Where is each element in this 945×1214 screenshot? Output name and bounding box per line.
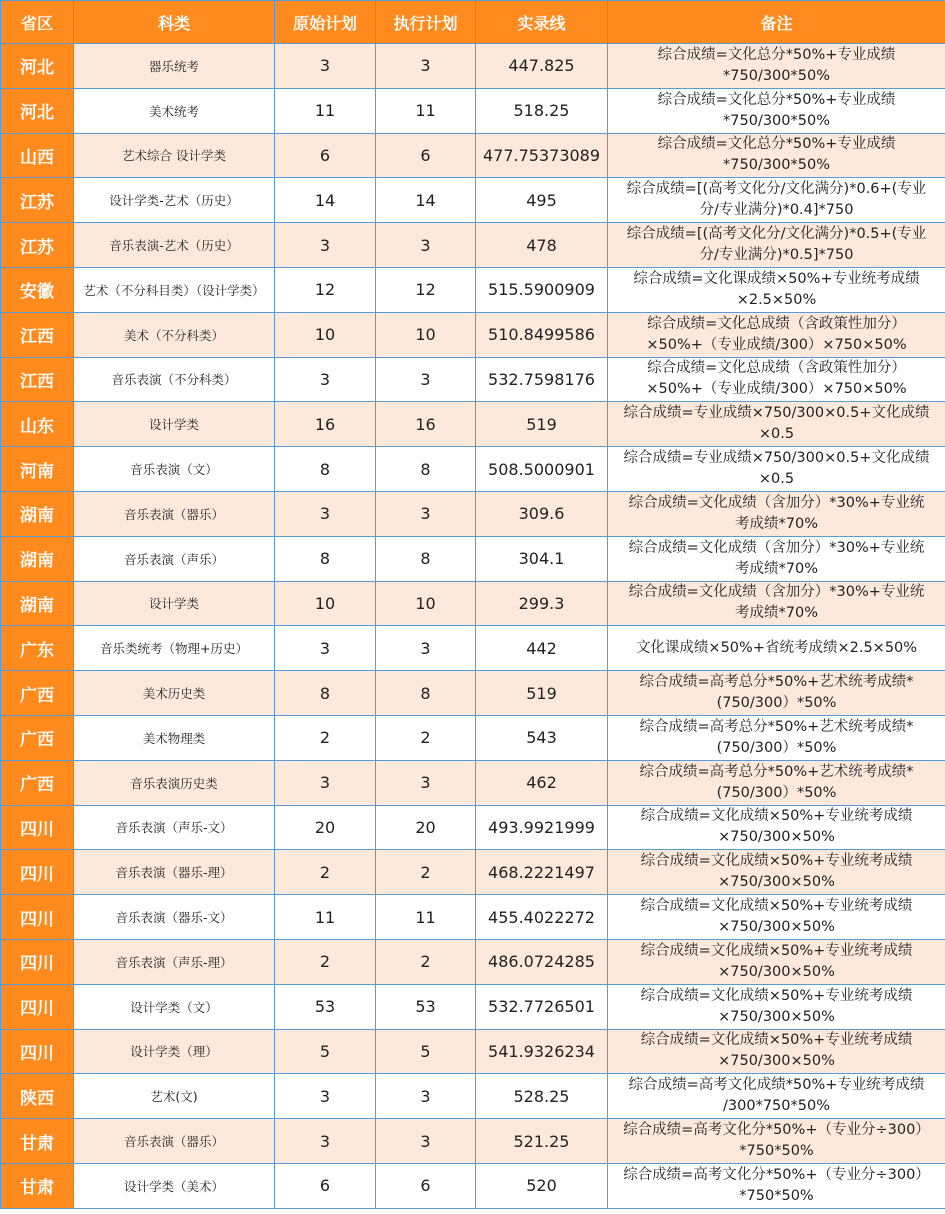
table-row: [1, 671, 945, 716]
table-row: [1, 895, 945, 940]
category-cell: 设计学类（文）: [74, 984, 275, 1029]
cutoff-cell: 477.75373089: [476, 133, 608, 178]
province-cell: 陕西: [1, 1074, 74, 1119]
note-line-2: /300*750*50%: [723, 1098, 830, 1115]
note-line-1: 综合成绩=文化成绩×50%+专业统考成绩: [640, 853, 913, 870]
table-row: [1, 939, 945, 984]
category-cell: 设计学类（美术）: [74, 1163, 275, 1208]
note-cell: [608, 626, 945, 671]
province-cell: 山东: [1, 402, 74, 447]
table-row: [1, 447, 945, 492]
note-line-2: ×0.5: [758, 426, 795, 443]
table-row: [1, 850, 945, 895]
category-cell: 音乐表演（器乐-文）: [74, 895, 275, 940]
note-line-2: 分/专业满分)*0.4]*750: [699, 202, 854, 219]
note-line-1: 文化课成绩×50%+省统考成绩×2.5×50%: [635, 639, 918, 656]
cutoff-cell: 309.6: [476, 491, 608, 536]
original-plan-cell: 8: [275, 447, 376, 492]
note-line-2: ×50%+（专业成绩/300）×750×50%: [646, 381, 907, 398]
cutoff-cell: 442: [476, 626, 608, 671]
original-plan-cell: 3: [275, 357, 376, 402]
note-line-2: (750/300）*50%: [716, 784, 837, 801]
note-line-2: *750/300*50%: [723, 157, 830, 174]
note-line-2: 考成绩*70%: [735, 605, 818, 622]
province-cell: 四川: [1, 939, 74, 984]
cutoff-cell: 532.7598176: [476, 357, 608, 402]
province-cell: 湖南: [1, 491, 74, 536]
note-cell: [608, 1029, 945, 1074]
original-plan-cell: 2: [275, 715, 376, 760]
province-cell: 江苏: [1, 178, 74, 223]
note-line-1: 综合成绩=文化成绩×50%+专业统考成绩: [640, 898, 913, 915]
original-plan-cell: 3: [275, 626, 376, 671]
note-cell: [608, 939, 945, 984]
cutoff-cell: 543: [476, 715, 608, 760]
note-line-2: 分/专业满分)*0.5]*750: [699, 247, 854, 264]
executed-plan-cell: 6: [376, 1163, 476, 1208]
note-line-1: 综合成绩=高考总分*50%+艺术统考成绩*: [639, 763, 914, 780]
table-row: [1, 1163, 945, 1208]
executed-plan-cell: 8: [376, 671, 476, 716]
province-cell: 甘肃: [1, 1119, 74, 1164]
note-line-1: 综合成绩=文化成绩×50%+专业统考成绩: [640, 942, 913, 959]
cutoff-cell: 304.1: [476, 536, 608, 581]
note-cell: [608, 491, 945, 536]
table-row: [1, 491, 945, 536]
original-plan-cell: 3: [275, 1119, 376, 1164]
table-row: [1, 178, 945, 223]
header-row: [1, 1, 945, 44]
executed-plan-cell: 20: [376, 805, 476, 850]
province-cell: 广西: [1, 760, 74, 805]
original-plan-cell: 12: [275, 267, 376, 312]
note-line-1: 综合成绩=文化总分*50%+专业成绩: [657, 46, 896, 63]
province-cell: 广西: [1, 671, 74, 716]
header-original-plan: 原始计划: [275, 1, 376, 44]
executed-plan-cell: 2: [376, 715, 476, 760]
note-line-1: 综合成绩=文化总分*50%+专业成绩: [657, 91, 896, 108]
category-cell: 艺术(文): [74, 1074, 275, 1119]
category-cell: 美术统考: [74, 88, 275, 133]
note-cell: [608, 133, 945, 178]
note-cell: [608, 1119, 945, 1164]
cutoff-cell: 462: [476, 760, 608, 805]
table-row: [1, 1074, 945, 1119]
note-line-2: *750*50%: [739, 1143, 814, 1160]
cutoff-cell: 455.4022272: [476, 895, 608, 940]
note-cell: [608, 1074, 945, 1119]
cutoff-cell: 493.9921999: [476, 805, 608, 850]
category-cell: 音乐表演（器乐-理）: [74, 850, 275, 895]
note-cell: [608, 1163, 945, 1208]
executed-plan-cell: 2: [376, 850, 476, 895]
note-cell: [608, 402, 945, 447]
original-plan-cell: 2: [275, 850, 376, 895]
category-cell: 设计学类: [74, 402, 275, 447]
note-cell: [608, 88, 945, 133]
executed-plan-cell: 5: [376, 1029, 476, 1074]
original-plan-cell: 6: [275, 133, 376, 178]
executed-plan-cell: 2: [376, 939, 476, 984]
table-row: [1, 760, 945, 805]
executed-plan-cell: 3: [376, 223, 476, 268]
executed-plan-cell: 11: [376, 88, 476, 133]
note-line-1: 综合成绩=文化成绩×50%+专业统考成绩: [640, 987, 913, 1004]
category-cell: 音乐表演（声乐）: [74, 536, 275, 581]
table-row: [1, 402, 945, 447]
executed-plan-cell: 3: [376, 760, 476, 805]
note-cell: [608, 357, 945, 402]
cutoff-cell: 478: [476, 223, 608, 268]
table-row: [1, 626, 945, 671]
note-cell: [608, 895, 945, 940]
original-plan-cell: 6: [275, 1163, 376, 1208]
executed-plan-cell: 6: [376, 133, 476, 178]
note-line-2: 考成绩*70%: [735, 515, 818, 532]
executed-plan-cell: 16: [376, 402, 476, 447]
original-plan-cell: 8: [275, 671, 376, 716]
note-cell: [608, 581, 945, 626]
note-line-2: ×2.5×50%: [736, 291, 817, 308]
note-cell: [608, 44, 945, 89]
province-cell: 河南: [1, 447, 74, 492]
table-row: [1, 312, 945, 357]
province-cell: 四川: [1, 850, 74, 895]
cutoff-cell: 528.25: [476, 1074, 608, 1119]
executed-plan-cell: 12: [376, 267, 476, 312]
province-cell: 四川: [1, 895, 74, 940]
note-line-2: ×750/300×50%: [718, 1053, 835, 1070]
province-cell: 江西: [1, 357, 74, 402]
note-line-2: (750/300）*50%: [716, 695, 837, 712]
category-cell: 设计学类-艺术（历史）: [74, 178, 275, 223]
note-line-2: ×750/300×50%: [718, 1008, 835, 1025]
cutoff-cell: 495: [476, 178, 608, 223]
executed-plan-cell: 3: [376, 626, 476, 671]
cutoff-cell: 541.9326234: [476, 1029, 608, 1074]
table-row: [1, 1119, 945, 1164]
province-cell: 湖南: [1, 536, 74, 581]
note-line-2: ×0.5: [758, 471, 795, 488]
province-cell: 江西: [1, 312, 74, 357]
table-row: [1, 88, 945, 133]
original-plan-cell: 3: [275, 491, 376, 536]
executed-plan-cell: 3: [376, 1074, 476, 1119]
province-cell: 河北: [1, 88, 74, 133]
original-plan-cell: 20: [275, 805, 376, 850]
executed-plan-cell: 8: [376, 536, 476, 581]
note-line-2: *750*50%: [739, 1187, 814, 1204]
province-cell: 江苏: [1, 223, 74, 268]
note-cell: [608, 850, 945, 895]
header-category: 科类: [74, 1, 275, 44]
category-cell: 音乐表演历史类: [74, 760, 275, 805]
note-cell: [608, 984, 945, 1029]
note-cell: [608, 760, 945, 805]
original-plan-cell: 16: [275, 402, 376, 447]
category-cell: 美术历史类: [74, 671, 275, 716]
original-plan-cell: 53: [275, 984, 376, 1029]
table-row: [1, 44, 945, 89]
note-line-1: 综合成绩=专业成绩×750/300×0.5+文化成绩: [623, 450, 930, 467]
note-line-2: *750/300*50%: [723, 112, 830, 129]
category-cell: 设计学类: [74, 581, 275, 626]
note-line-1: 综合成绩=文化课成绩×50%+专业统考成绩: [633, 270, 920, 287]
note-line-1: 综合成绩=文化总成绩（含政策性加分）: [647, 315, 906, 332]
executed-plan-cell: 3: [376, 357, 476, 402]
original-plan-cell: 10: [275, 312, 376, 357]
header-cutoff: 实录线: [476, 1, 608, 44]
executed-plan-cell: 3: [376, 1119, 476, 1164]
category-cell: 设计学类（理）: [74, 1029, 275, 1074]
note-line-2: ×50%+（专业成绩/300）×750×50%: [646, 336, 907, 353]
original-plan-cell: 11: [275, 88, 376, 133]
note-line-2: ×750/300×50%: [718, 919, 835, 936]
cutoff-cell: 515.5900909: [476, 267, 608, 312]
cutoff-cell: 447.825: [476, 44, 608, 89]
note-line-1: 综合成绩=[(高考文化分/文化满分)*0.6+(专业: [626, 181, 927, 198]
table-row: [1, 223, 945, 268]
table-row: [1, 715, 945, 760]
category-cell: 音乐表演（声乐-理）: [74, 939, 275, 984]
original-plan-cell: 3: [275, 223, 376, 268]
cutoff-cell: 468.2221497: [476, 850, 608, 895]
note-line-2: ×750/300×50%: [718, 963, 835, 980]
category-cell: 艺术综合 设计学类: [74, 133, 275, 178]
note-cell: [608, 178, 945, 223]
executed-plan-cell: 3: [376, 491, 476, 536]
executed-plan-cell: 53: [376, 984, 476, 1029]
original-plan-cell: 2: [275, 939, 376, 984]
table-row: [1, 581, 945, 626]
note-cell: [608, 715, 945, 760]
table-row: [1, 805, 945, 850]
note-line-1: 综合成绩=文化成绩（含加分）*30%+专业统: [628, 494, 925, 511]
province-cell: 四川: [1, 984, 74, 1029]
note-line-1: 综合成绩=文化总分*50%+专业成绩: [657, 136, 896, 153]
cutoff-cell: 299.3: [476, 581, 608, 626]
category-cell: 音乐表演（不分科类）: [74, 357, 275, 402]
note-cell: [608, 805, 945, 850]
province-cell: 四川: [1, 805, 74, 850]
province-cell: 山西: [1, 133, 74, 178]
original-plan-cell: 8: [275, 536, 376, 581]
cutoff-cell: 532.7726501: [476, 984, 608, 1029]
executed-plan-cell: 10: [376, 581, 476, 626]
executed-plan-cell: 11: [376, 895, 476, 940]
table-row: [1, 357, 945, 402]
original-plan-cell: 3: [275, 1074, 376, 1119]
note-line-2: ×750/300×50%: [718, 874, 835, 891]
original-plan-cell: 3: [275, 760, 376, 805]
cutoff-cell: 520: [476, 1163, 608, 1208]
note-line-1: 综合成绩=文化成绩×50%+专业统考成绩: [640, 1032, 913, 1049]
note-line-1: 综合成绩=高考文化分*50%+（专业分÷300）: [623, 1166, 930, 1183]
note-cell: [608, 536, 945, 581]
note-line-2: (750/300）*50%: [716, 739, 837, 756]
category-cell: 器乐统考: [74, 44, 275, 89]
cutoff-cell: 510.8499586: [476, 312, 608, 357]
cutoff-cell: 518.25: [476, 88, 608, 133]
cutoff-cell: 519: [476, 402, 608, 447]
executed-plan-cell: 10: [376, 312, 476, 357]
table-row: [1, 267, 945, 312]
note-cell: [608, 671, 945, 716]
note-cell: [608, 223, 945, 268]
cutoff-cell: 519: [476, 671, 608, 716]
cutoff-cell: 486.0724285: [476, 939, 608, 984]
note-line-2: *750/300*50%: [723, 67, 830, 84]
category-cell: 音乐表演（器乐）: [74, 1119, 275, 1164]
category-cell: 音乐类统考（物理+历史）: [74, 626, 275, 671]
note-line-1: 综合成绩=文化成绩×50%+专业统考成绩: [640, 808, 913, 825]
header-province: 省区: [1, 1, 74, 44]
note-line-2: 考成绩*70%: [735, 560, 818, 577]
original-plan-cell: 5: [275, 1029, 376, 1074]
category-cell: 音乐表演（声乐-文）: [74, 805, 275, 850]
province-cell: 广东: [1, 626, 74, 671]
note-cell: [608, 312, 945, 357]
executed-plan-cell: 14: [376, 178, 476, 223]
province-cell: 广西: [1, 715, 74, 760]
executed-plan-cell: 8: [376, 447, 476, 492]
note-line-1: 综合成绩=文化成绩（含加分）*30%+专业统: [628, 584, 925, 601]
note-line-1: 综合成绩=高考文化分*50%+（专业分÷300）: [623, 1122, 930, 1139]
note-line-1: 综合成绩=高考总分*50%+艺术统考成绩*: [639, 674, 914, 691]
note-line-1: 综合成绩=[(高考文化分/文化满分)*0.5+(专业: [626, 226, 927, 243]
table-row: [1, 133, 945, 178]
cutoff-cell: 521.25: [476, 1119, 608, 1164]
note-line-1: 综合成绩=高考文化成绩*50%+专业统考成绩: [628, 1077, 925, 1094]
note-cell: [608, 447, 945, 492]
header-executed-plan: 执行计划: [376, 1, 476, 44]
note-line-1: 综合成绩=专业成绩×750/300×0.5+文化成绩: [623, 405, 930, 422]
category-cell: 音乐表演-艺术（历史）: [74, 223, 275, 268]
province-cell: 湖南: [1, 581, 74, 626]
category-cell: 音乐表演（文）: [74, 447, 275, 492]
table-body: [1, 44, 945, 1209]
province-cell: 四川: [1, 1029, 74, 1074]
header-note: 备注: [608, 1, 945, 44]
province-cell: 甘肃: [1, 1163, 74, 1208]
cutoff-cell: 508.5000901: [476, 447, 608, 492]
note-line-1: 综合成绩=高考总分*50%+艺术统考成绩*: [639, 718, 914, 735]
original-plan-cell: 11: [275, 895, 376, 940]
original-plan-cell: 10: [275, 581, 376, 626]
category-cell: 艺术（不分科目类）（设计学类）: [74, 267, 275, 312]
original-plan-cell: 14: [275, 178, 376, 223]
category-cell: 美术物理类: [74, 715, 275, 760]
note-cell: [608, 267, 945, 312]
note-line-1: 综合成绩=文化成绩（含加分）*30%+专业统: [628, 539, 925, 556]
original-plan-cell: 3: [275, 44, 376, 89]
province-cell: 安徽: [1, 267, 74, 312]
executed-plan-cell: 3: [376, 44, 476, 89]
category-cell: 音乐表演（器乐）: [74, 491, 275, 536]
category-cell: 美术（不分科类）: [74, 312, 275, 357]
note-line-1: 综合成绩=文化总成绩（含政策性加分）: [647, 360, 906, 377]
table-row: [1, 984, 945, 1029]
table-row: [1, 1029, 945, 1074]
note-line-2: ×750/300×50%: [718, 829, 835, 846]
province-cell: 河北: [1, 44, 74, 89]
table-row: [1, 536, 945, 581]
